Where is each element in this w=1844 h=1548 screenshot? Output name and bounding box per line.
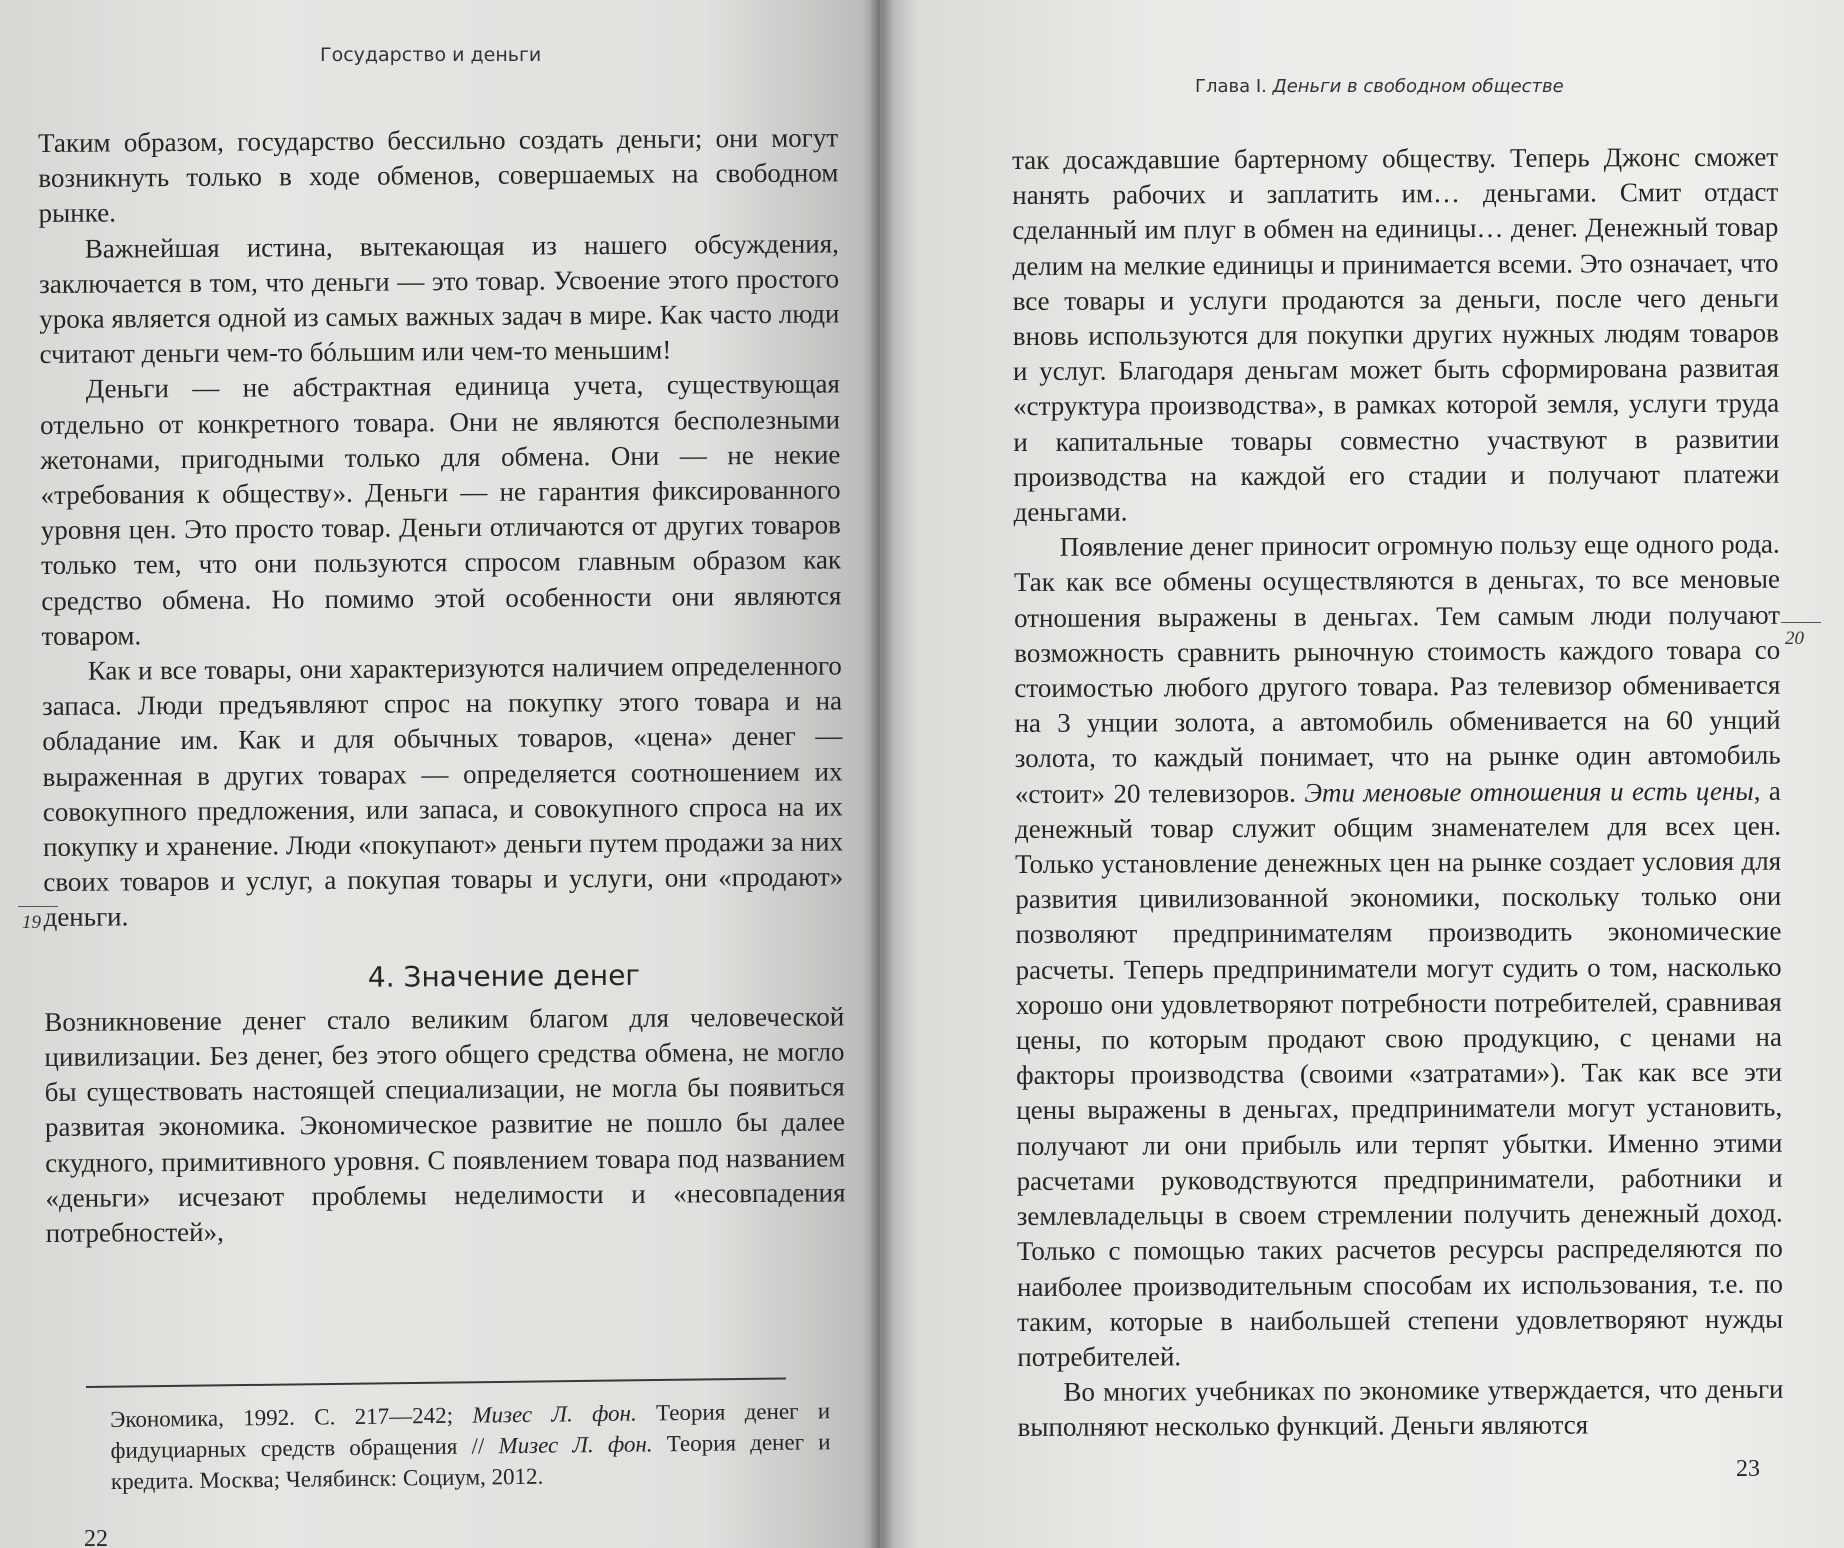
footnote-author: Мизес Л. фон. bbox=[472, 1400, 637, 1428]
footnote-text: Экономика, 1992. С. 217—242; bbox=[110, 1402, 473, 1432]
margin-number-text: 20 bbox=[1785, 628, 1804, 649]
paragraph-text: , а денежный товар служит общим знаменателем для всех цен. Только установление денежных цен на рынке создает условия для развития цивилизованной экономики, поскольку только они позволяют предпринимателям производить экономические расчеты. Теперь предприниматели могут судить о том, насколько хорошо они удовлетворяют потребности потребителей, сравнивая цены, по которым продают свою продукцию, с ценами на факторы производства (своими «затратами»). Так как все эти цены выражены в деньгах, предприниматели могут установить, получают ли они прибыль или терпят убытки. Именно этими расчетами руководствуются предприниматели, работники и землевладельцы в своем стремлении получить денежный доход. Только с помощью таких расчетов ресурсы распределяются по наиболее производительным способам их использования, т.е. по таким, которые в наибольшей степени удовлетворяют нужды потребителей. bbox=[1014, 775, 1784, 1372]
paragraph: так досаждавшие бартерному обществу. Теперь Джонс сможет нанять рабочих и заплатить им… деньгами. Смит отдаст сделанный им плуг в обмен на единицы… денег. Денежный товар делим на мелкие единицы и принимается всеми. Это означает, что все товары и услуги продаются за деньги, после чего деньги вновь используются для покупки других нужных людям товаров и услуг. Благодаря деньгам может быть сформирована развитая «структура производства», в рамках которой земля, услуги труда и капитальные товары совместно участвуют в развитии производства на каждой его стадии и получают платежи деньгами. bbox=[1012, 141, 1780, 528]
left-body-text bbox=[38, 120, 846, 1251]
right-page bbox=[880, 0, 1844, 1548]
margin-page-reference bbox=[22, 912, 41, 934]
running-head-left: Государство и деньги bbox=[320, 44, 542, 66]
footnote-author: Мизес Л. фон. bbox=[498, 1431, 653, 1459]
book-gutter-shadow bbox=[870, 0, 894, 1548]
running-head-right bbox=[1195, 76, 1564, 97]
paragraph: Деньги — не абстрактная единица учета, существующая отдельно от конкретного товара. Они не являются бесполезными жетонами, пригодными только для обмена. Они — не некие «требования к обществу». Деньги — не гарантия фиксированного уровня цен. Это просто товар. Деньги отличаются от других товаров только тем, что они пользуются спросом главным образом как средство обмена. Но помимо этой особенности они являются товаром. bbox=[39, 368, 842, 651]
paragraph bbox=[1014, 527, 1784, 1375]
left-page bbox=[0, 0, 880, 1548]
page-number-left: 22 bbox=[84, 1526, 108, 1548]
paragraph: Возникновение денег стало великим благом для человеческой цивилизации. Без денег, без этого общего средства обмена, не могло бы существовать настоящей специализации, не могла бы появиться развитая экономика. Экономическое развитие не пошло бы далее скудного, примитивного уровня. С появлением товара под названием «деньги» исчезают проблемы неделимости и «несовпадения потребностей», bbox=[44, 1001, 846, 1249]
margin-tick bbox=[18, 906, 58, 907]
margin-number-text: 19 bbox=[22, 912, 41, 933]
paragraph: Таким образом, государство бессильно создать деньги; они могут возникнуть только в ходе обменов, совершаемых на свободном рынке. bbox=[38, 122, 839, 229]
footnote-text: Теория денег и фидуциарных средств обращения // bbox=[110, 1398, 831, 1463]
chapter-title: Деньги в свободном обществе bbox=[1272, 76, 1564, 97]
footnote bbox=[110, 1395, 831, 1497]
paragraph-text: Появление денег приносит огромную пользу еще одного рода. Так как все обмены осуществляются в деньгах, то все меновые отношения выражены в деньгах. Тем самым люди получают возможность сравнить рыночную стоимость каждого товара со стоимостью любого другого товара. Раз телевизор обменивается на 3 унции золота, а автомобиль обменивается на 60 унций золота, то каждый понимает, что на рынке один автомобиль «стоит» 20 телевизоров. bbox=[1013, 528, 1781, 809]
paragraph: Как и все товары, они характеризуются наличием определенного запаса. Люди предъявляют спрос на покупку этого товара и на обладание им. Как и для обычных товаров, «цена» денег — выраженная в других товарах — определяется соотношением их совокупного предложения, или запаса, и совокупного спроса на их покупку и хранение. Люди «покупают» деньги путем продажи за них своих товаров и услуг, а покупая товары и услуги, они «продают» деньги. bbox=[41, 650, 844, 933]
footnote-text: Теория денег и кредита. Москва; Челябинск: Социум, 2012. bbox=[110, 1429, 831, 1494]
paragraph: Во многих учебниках по экономике утверждается, что деньги выполняют несколько функций. Деньги являются bbox=[1017, 1373, 1784, 1443]
paragraph: Важнейшая истина, вытекающая из нашего обсуждения, заключается в том, что деньги — это товар. Усвоение этого простого урока является одной из самых важных задач в мире. Как часто люди считают деньги чем-то бóльшим или чем-то меньшим! bbox=[38, 228, 840, 370]
emphasis-text: Эти меновые отношения и есть цены bbox=[1304, 775, 1754, 808]
margin-tick bbox=[1781, 622, 1821, 623]
chapter-label: Глава I. bbox=[1195, 76, 1273, 97]
section-heading: 4. Значение денег bbox=[367, 958, 641, 994]
margin-page-reference bbox=[1785, 628, 1804, 650]
right-body-text bbox=[1012, 140, 1784, 1446]
footnote-divider bbox=[86, 1377, 786, 1388]
page-number-right: 23 bbox=[1736, 1456, 1760, 1482]
